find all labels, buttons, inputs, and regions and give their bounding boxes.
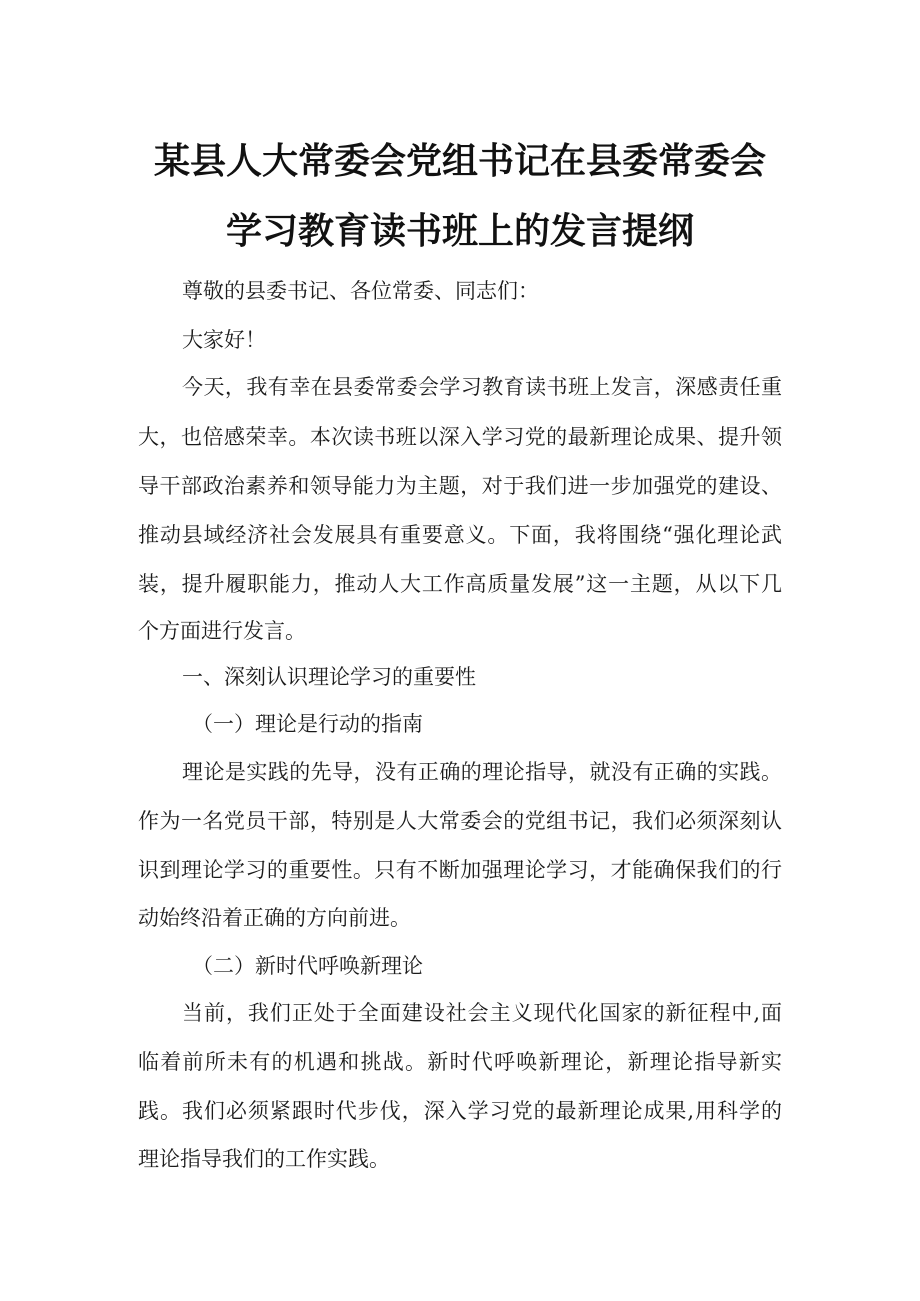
subsection-1-heading: （一）理论是行动的指南 <box>192 712 423 736</box>
greeting: 大家好！ <box>182 328 266 352</box>
section-1-heading: 一、深刻认识理论学习的重要性 <box>182 665 476 689</box>
subsection-2-heading: （二）新时代呼唤新理论 <box>192 954 423 978</box>
subsection-2-paragraph-line: 理论指导我们的工作实践。 <box>138 1147 390 1171</box>
intro-paragraph-line: 个方面进行发言。 <box>138 619 306 643</box>
subsection-1-paragraph-line: 作为一名党员干部，特别是人大常委会的党组书记，我们必须深刻认 <box>138 809 782 833</box>
intro-paragraph-line: 推动县域经济社会发展具有重要意义。下面，我将围绕“强化理论武 <box>138 523 782 547</box>
subsection-1-paragraph-line: 动始终沿着正确的方向前进。 <box>138 906 411 930</box>
salutation: 尊敬的县委书记、各位常委、同志们： <box>182 279 539 303</box>
intro-paragraph-line: 大，也倍感荣幸。本次读书班以深入学习党的最新理论成果、提升领 <box>138 425 782 449</box>
subsection-1-paragraph-line: 识到理论学习的重要性。只有不断加强理论学习，才能确保我们的行 <box>138 858 782 882</box>
intro-paragraph-line: 装，提升履职能力，推动人大工作高质量发展”这一主题，从以下几 <box>138 572 782 596</box>
document-title-line-1: 某县人大常委会党组书记在县委常委会 <box>153 141 766 182</box>
subsection-1-paragraph-line: 理论是实践的先导，没有正确的理论指导，就没有正确的实践。 <box>182 760 782 784</box>
document-title-line-2: 学习教育读书班上的发言提纲 <box>225 211 694 252</box>
subsection-2-paragraph-line: 践。我们必须紧跟时代步伐，深入学习党的最新理论成果,用科学的 <box>138 1099 782 1123</box>
intro-paragraph-line: 今天，我有幸在县委常委会学习教育读书班上发言，深感责任重 <box>182 375 782 399</box>
subsection-2-paragraph-line: 临着前所未有的机遇和挑战。新时代呼唤新理论，新理论指导新实 <box>138 1050 782 1074</box>
intro-paragraph-line: 导干部政治素养和领导能力为主题，对于我们进一步加强党的建设、 <box>138 474 782 498</box>
subsection-2-paragraph-line: 当前，我们正处于全面建设社会主义现代化国家的新征程中,面 <box>182 1001 782 1025</box>
